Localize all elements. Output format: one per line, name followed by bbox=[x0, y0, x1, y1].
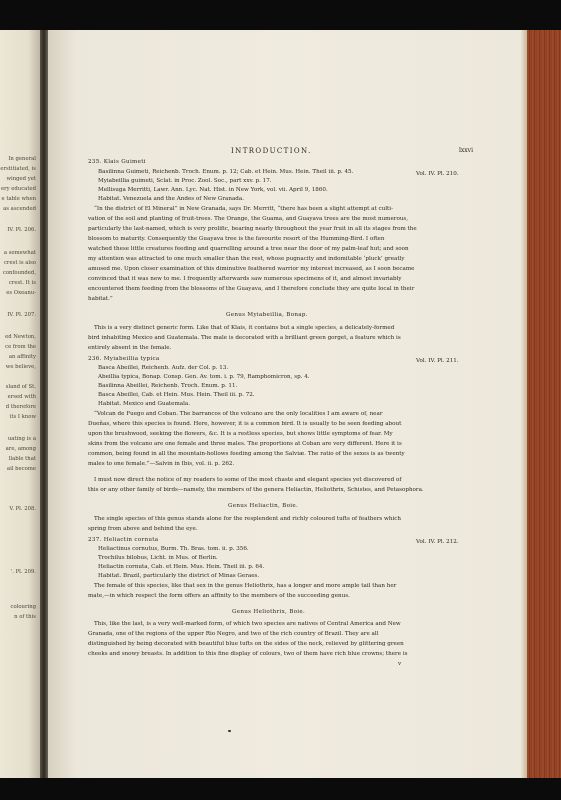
body-line: The single species of this genus stands alone for the resplendent and richly coloured tufts of feathers which bbox=[94, 516, 401, 522]
body-line: blossom to maturity. Consequently the Guayava tree is the favourite resort of the Humming-Bird. I often bbox=[88, 236, 385, 242]
genus-heading: Genus Heliothrix, Boie. bbox=[232, 609, 306, 615]
left-margin-fragment: d therefore bbox=[5, 404, 36, 410]
body-line: entirely absent in the female. bbox=[88, 345, 172, 351]
left-margin-fragment: winged yet bbox=[6, 176, 36, 182]
body-line: watched these little creatures feeding and quarrelling around a tree near the door of my palm-leaf hut; and soon bbox=[88, 246, 409, 252]
plate-ref: Vol. IV. Pl. 210. bbox=[416, 171, 459, 177]
left-margin-fragment: crest. It is bbox=[8, 280, 36, 286]
plate-ref: Vol. IV. Pl. 212. bbox=[416, 539, 459, 545]
left-margin-fragment: crest is also bbox=[3, 260, 36, 266]
body-line: habitat.” bbox=[88, 296, 113, 302]
body-line: distinguished by being decorated with beautiful blue tufts on the sides of the neck, relieved by glittering green bbox=[88, 641, 404, 647]
synonym-line: Basca Abeillei, Cab. et Hein. Mus. Hein. Theil iii. p. 72. bbox=[98, 392, 255, 398]
left-margin-fragment: es Oxeanu- bbox=[6, 290, 36, 296]
body-line: spring from above and behind the eye. bbox=[88, 526, 198, 532]
body-line: common, being found in all the mountain-hollows feeding among the Salviæ. The ratio of the sexes is as twenty bbox=[88, 451, 405, 457]
left-page-edge bbox=[0, 30, 40, 778]
body-line: “Volcan de Fuego and Coban. The barrancos of the volcano are the only localities I am aware of, near bbox=[94, 411, 383, 417]
body-line: particularly the last-named, which is very prolific, bearing nearly throughout the year fruit in all its stages from the bbox=[88, 226, 417, 232]
left-margin-fragment: colouring bbox=[10, 604, 36, 610]
body-line: convinced that it was new to me. I frequently afterwards saw numerous specimens of it, and almost invariably bbox=[88, 276, 402, 282]
left-margin-fragment: e table when bbox=[1, 196, 36, 202]
left-margin-fragment: ery educated bbox=[0, 186, 36, 192]
body-line: The female of this species, like that sex in the genus Heliothrix, has a longer and more ample tail than her bbox=[94, 583, 397, 589]
page-number: lxxvi bbox=[459, 147, 473, 154]
left-margin-fragment: sland of St. bbox=[5, 384, 36, 390]
left-margin-fragment: confounded, bbox=[2, 270, 36, 276]
left-margin-fragment: an affinity bbox=[8, 354, 36, 360]
habitat-line: Habitat. Mexico and Guatemala. bbox=[98, 401, 191, 407]
left-margin-fragment: as ascended bbox=[3, 206, 36, 212]
plate-ref: Vol. IV. Pl. 211. bbox=[416, 358, 459, 364]
habitat-line: Habitat. Brazil, particularly the district of Minas Geraes. bbox=[98, 573, 260, 579]
synonym-line: Heliactinus cornutus, Burm. Th. Bras. tom. ii. p. 356. bbox=[98, 546, 249, 552]
synonym-line: Basilinna Abeillei, Reichenb. Troch. Enum. p. 11. bbox=[98, 383, 238, 389]
body-line: Granada, one of the regions of the upper Rio Negro, and two of the rich country of Brazil. They are all bbox=[88, 631, 379, 637]
left-margin-fragment: IV. Pl. 207. bbox=[7, 312, 36, 318]
body-line: vation of the soil and planting of fruit-trees. The Orange, the Guama, and Guayava trees are the most numerous, bbox=[88, 216, 409, 222]
signature-mark: v bbox=[398, 661, 402, 667]
synonym-line: Trochilus bilobus, Licht. in Mus. of Berlin. bbox=[98, 555, 218, 561]
synonym-line: Basilinna Guimeti, Reichenb. Troch. Enum. p. 12; Cab. et Hein. Mus. Hein. Theil iii. p. 45. bbox=[98, 169, 354, 175]
left-margin-fragment: erstitiated, is bbox=[0, 166, 36, 172]
left-margin-fragment: n of this bbox=[14, 614, 36, 620]
synonym-line: Basca Abeillei, Reichenb. Aufz. der Col. p. 13. bbox=[98, 365, 229, 371]
body-line: I must now direct the notice of my readers to some of the most chaste and elegant species yet discovered of bbox=[94, 477, 402, 483]
left-margin-fragment: ersed with bbox=[7, 394, 36, 400]
synonym-line: Heliactin cornuta, Cab. et Hein. Mus. Hein. Theil iii. p. 64. bbox=[98, 564, 265, 570]
body-line: This is a very distinct generic form. Like that of Klais, it contains but a single species, a delicately-formed bbox=[94, 325, 395, 331]
left-margin-fragment: are, among bbox=[5, 446, 36, 452]
body-line: amused me. Upon closer examination of this diminutive feathered warrior my interest increased, as I soon became bbox=[88, 266, 415, 272]
left-margin-fragment: we believe, bbox=[5, 364, 36, 370]
species-heading: 236. Myiabeillia typica bbox=[88, 356, 160, 362]
left-margin-fragment: a somewhat bbox=[3, 250, 36, 256]
genus-heading: Genus Myiabeillia, Bonap. bbox=[226, 312, 308, 318]
body-line: this or any other family of birds—namely, the members of the genera Heliactin, Heliothrix, Schistes, and Petasophora. bbox=[88, 487, 424, 493]
habitat-line: Habitat. Venezuela and the Andes of New Granada. bbox=[98, 196, 244, 202]
right-page bbox=[48, 30, 521, 778]
body-line: mate,—in which respect the form offers an affinity to the members of the succeeding genus. bbox=[88, 593, 350, 599]
left-margin-fragment: '. Pl. 209. bbox=[10, 569, 36, 575]
page-speck bbox=[228, 730, 231, 732]
body-line: my attention was attracted to one much smaller than the rest, whose pugnacity and indomitable ‘pluck’ greatly bbox=[88, 256, 405, 262]
left-margin-fragment: V. Pl. 208. bbox=[9, 506, 36, 512]
body-line: encountered them feeding from the blossoms of the Guayava, and I therefore conclude they are quite local in their bbox=[88, 286, 415, 292]
page-fore-edge bbox=[521, 30, 561, 778]
book-gutter bbox=[40, 30, 48, 778]
genus-heading: Genus Heliactin, Boie. bbox=[228, 503, 299, 509]
body-line: bird inhabiting Mexico and Guatemala. The male is decorated with a brilliant green gorget, a feature which is bbox=[88, 335, 401, 341]
left-margin-fragment: In general bbox=[8, 156, 36, 162]
left-margin-fragment: llable that bbox=[8, 456, 36, 462]
page-header-title: INTRODUCTION. bbox=[231, 147, 312, 155]
left-margin-fragment: ed Newton, bbox=[5, 334, 36, 340]
species-heading: 235. Klais Guimeti bbox=[88, 159, 146, 165]
body-line: This, like the last, is a very well-marked form, of which two species are natives of Central America and New bbox=[94, 621, 401, 627]
synonym-line: Abeillia typica, Bonap. Consp. Gen. Av. tom. i. p. 79, Ramphomicron, sp. 4. bbox=[98, 374, 310, 380]
left-margin-fragment: ail become bbox=[6, 466, 36, 472]
left-margin-fragment: IV. Pl. 206. bbox=[7, 227, 36, 233]
body-line: skins from the volcano are one female and three males. The proportions at Coban are very different. Here it is bbox=[88, 441, 402, 447]
body-line: upon the brushwood, seeking the flowers, &c. It is a restless species, but shows little symptoms of fear. My bbox=[88, 431, 393, 437]
body-line: “In the district of El Mineral” in New Granada, says Dr. Merritt, “there has been a slight attempt at culti- bbox=[94, 206, 393, 212]
left-margin-fragment: its I know bbox=[9, 414, 36, 420]
body-line: cheeks and snowy breasts. In addition to this fine display of colours, two of them have rich blue crowns; there is bbox=[88, 651, 408, 657]
book-spread bbox=[0, 30, 561, 778]
synonym-line: Mellisuga Merritti, Lawr. Ann. Lyc. Nat. Hist. in New York, vol. vii. April 9, 1860. bbox=[98, 187, 328, 193]
synonym-line: Myiabeillia guimeti, Sclat. in Proc. Zool. Soc., part xxv. p. 17. bbox=[98, 178, 272, 184]
body-line: males to one female.”—Salvin in Ibis, vol. ii. p. 262. bbox=[88, 461, 235, 467]
left-margin-fragment: uating is a bbox=[7, 436, 36, 442]
body-line: Dueñas, where this species is found. Here, however, it is a common bird. It is usually to be seen feeding about bbox=[88, 421, 402, 427]
species-heading: 237. Heliactin cornuta bbox=[88, 537, 159, 543]
left-margin-fragment: ce from the bbox=[5, 344, 36, 350]
